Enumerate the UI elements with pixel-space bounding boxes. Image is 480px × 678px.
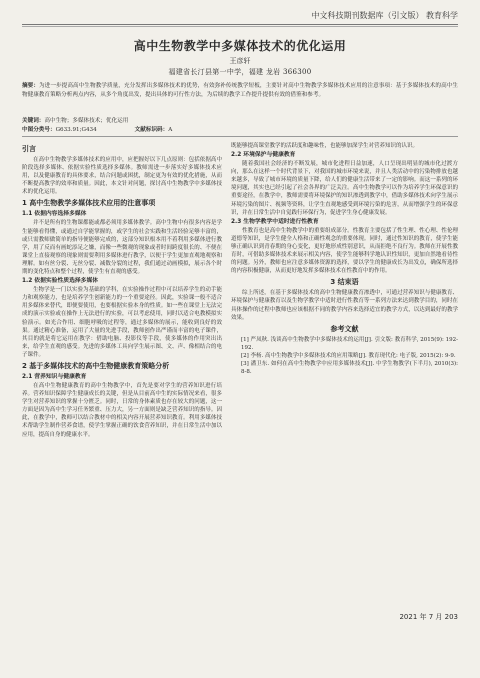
- keywords-label: 关键词：: [22, 118, 45, 124]
- section-2-1-heading: 2.1 营养知识与健康教育: [22, 373, 87, 380]
- article-title: 高中生物教学中多媒体技术的优化运用: [133, 39, 347, 53]
- reference-item: [3] 潘卫东. 如何在高中生物教学中应用多媒体技术[J]. 中学生物教学(下半月), 2010(3): 8-8.: [241, 360, 458, 376]
- article-affiliation: 福建省长汀县第一中学，福建 龙岩 366300: [168, 68, 312, 76]
- clc-label: 中图分类号：: [22, 127, 56, 133]
- abstract-text: 为进一步提高高中生物教学质量，充分发挥出多媒体技术的优势，有效弥补传统教学短板，主要针对高中生物教学多媒体技术应用的注意事项：基于多媒体技术的高中生物健康教育策略分析两点内容，从多个角度出发，提出具体的可行性方法，为后续的教学工作提升提供有效的借鉴和参考。: [22, 83, 458, 98]
- classification-line: [22, 126, 458, 134]
- reference-item: [2] 李杨. 高中生物教学中多媒体技术的应用策略[J]. 教育现代化: 电子版, 2015(2): 9-9.: [241, 352, 456, 359]
- reference-item: [1] 严凤秋. 浅谈高中生物教学中多媒体技术的运用[J]. 引文版: 教育科学, 2015(9): 192-192.: [241, 336, 458, 351]
- abstract: [22, 82, 458, 100]
- keywords-text: 高中生物；多媒体技术；优化运用: [44, 118, 129, 124]
- article-author: 王彦轩: [229, 57, 251, 65]
- section-1-heading: 1 高中生物教学多媒体技术应用的注意事项: [22, 199, 156, 208]
- section-1-1-paragraph: 并不是所有的生物课都能或都必须用多媒体教学。高中生物中有很多内容是学生能够看得懂，或通过自学能掌握的，或学生的社会实践和生活经验足够丰富的，或只需教师做简单的指导便能够完成的，这部分知识根本用不着利用多媒体进行教学，用了反而有画蛇添足之嫌，而像一些微观的现象或者时间跨度很长的、不便在课堂上直接观察的现象则需要利用多媒体进行教学，以便于学生更加直观地观察和理解。如有丝分裂、无丝分裂、减数分裂的过程，我们通过动画模拟，展示各个时期的变化特点和整个过程，使学生有直观的感受。: [22, 220, 222, 276]
- page-footer: 2021 年 7 月 203: [399, 613, 458, 621]
- continued-paragraph: 既能够提高课堂教学的活跃度和趣味性，也能够加深学生对营养知识的认识。: [231, 143, 419, 149]
- doc-code-label: 文献标识码：: [134, 127, 169, 133]
- section-2-3-heading: 2.3 生物学教学中适时进行性教育: [231, 218, 319, 225]
- section-3-paragraph: 综上所述，在基于多媒体技术的高中生物健康教育渗透中，可通过营养知识与健康教育、环境保护与健康教育以及生物学教学中适时进行性教育等一系列方法来达到教学目的，同时在具体操作的过程中教师也应该根据不同的教学内容来选择适宜的教学方式，以达到最好的教学效果。: [231, 290, 458, 321]
- clc-code: G633.91;G434: [55, 127, 97, 133]
- journal-name: 中文科技期刊数据库（引文版） 教育科学: [311, 11, 458, 20]
- left-column: [22, 142, 222, 439]
- running-header: [22, 10, 458, 22]
- section-1-2-heading: 1.2 依据实验性质选择多媒体: [22, 278, 99, 285]
- section-3-heading: 3 结束语: [330, 278, 359, 287]
- section-2-heading: 2 基于多媒体技术的高中生物健康教育策略分析: [22, 361, 170, 370]
- section-1-1-heading: 1.1 依据内容选择多媒体: [22, 211, 87, 218]
- section-2-1-paragraph: 在高中生物健康教育的高中生物教学中，首先是要对学生的营养知识进行培养。营养知识保障学生健康成长的关键，但是从目前高中生的实际情况来看，很多学生对营养知识的掌握十分匮乏。同时，日常的身体素质也存在较大的问题，这一方面是因为高中生学习任务繁重、压力大，另一方面则是缺乏营养知识的指导。因此，在教学中，教师可以结合教材中的相关内容开展营养知识教育。利用多媒体技术帮助学生制作营养食谱，使学生掌握正确的饮食营养知识，并在日常生活中加以应用，提高自身的健康水平。: [22, 382, 222, 438]
- intro-heading: 引言: [22, 145, 36, 153]
- section-2-2-heading: 2.2 环境保护与健康教育: [231, 152, 296, 159]
- section-2-2-paragraph: 随着我国社会经济的不断发展，城市化进程日益加速，人口呈现出明显的城市化过渡方向，那么在这样一个时代背景下，对我国的城市环境来说，并且人类活动中的污染物排放也越来越多，导致了城市环境的质量下降，给人们的健康生活带来了一定的影响。而这一系列的环境问题，其实也已经引起了社会各界的广泛关注。高中生物教学可以作为培养学生环保意识的重要途径，在教学中，教师需要将环境保护的知识渗透到教学中，借助多媒体技术向学生展示环境污染的图片、视频等资料，让学生直观地感受到环境污染的危害，从而增强学生的环保意识，并在日常生活中自觉践行环保行为，促进学生身心健康发展。: [231, 161, 458, 216]
- abstract-divider: [22, 136, 458, 137]
- doc-code: A: [168, 127, 173, 133]
- section-1-2-paragraph: 生物学是一门以实验为基础的学科，在实验操作过程中可以培养学生的动手能力和观察能力，也是培养学生创新能力的一个重要途径。因此，实验课一般不适合用多媒体来替代，即便要使用，也要根据实验本身的性质。如一些在课堂上无法完成的演示实验或在操作上无法进行的实验，可以考虑使用，同时以适合电教模拟实验演示。如光合作用、细胞呼吸的过程等，通过多媒体的展示，能收到良好的效果。通过精心准备，运用了大量的先进手段，教师创作出严谨而丰富的电子课件，其目的就是将它运用在教学：借助电脑、投影仪等手段，使多媒体的作用突出出来，给学生直观的感受。先进的多媒体工具向学生展示图、文、声、像相结合的电子课件。: [22, 287, 222, 358]
- abstract-label: 摘要：: [22, 83, 39, 89]
- header-rule: [22, 24, 458, 25]
- section-2-3-paragraph: 性教育也是高中生物教学中的重要组成部分。性教育主要包括了性生理、性心理、性伦理道德等知识，是学生健全人格和正确性观念的重要体现。同时，通过性知识的教育，使学生能够正确认识到青春期的身心变化，更好地形成性别意识，从而拒绝不良行为。教师在开展性教育时，可借助多媒体技术来展示相关内容，使学生能够科学地认识性知识，更加自然地看待性的问题。另外，教师也应注意多媒体资源的选择，要以学生的健康成长为出发点，确保所选择的内容积极健康，从而更好地发挥多媒体技术在性教育中的作用。: [231, 227, 458, 275]
- references-heading: 参考文献: [330, 324, 359, 333]
- keywords-line: [22, 117, 458, 125]
- intro-paragraph: 在高中生物教学多媒体技术的应用中，应把握好以下几点原则：包括依据高中阶段选择多媒体、依据实验性质选择多媒体。教师需进一步落实好多媒体技术应用，以及健康教育的具体要求，结合问题或困扰，制定更为有效的优化措施，从而不断提高教学的效率和质量。因此，本文针对问题，探讨高中生物教学中多媒体技术的优化运用。: [22, 157, 222, 196]
- header-rule-thin: [22, 26, 458, 27]
- right-column: [231, 142, 458, 376]
